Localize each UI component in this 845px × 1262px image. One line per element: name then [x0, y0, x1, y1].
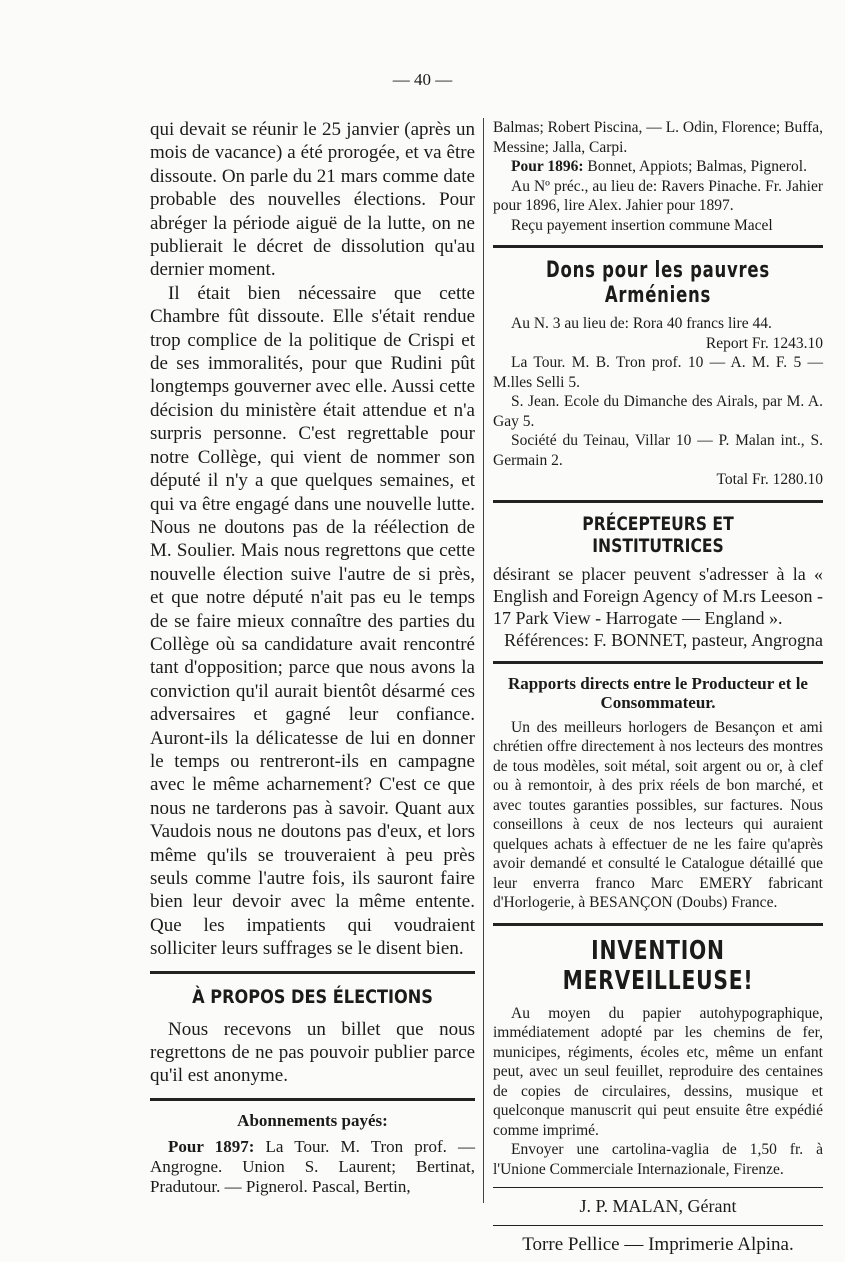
section-divider — [493, 245, 823, 248]
right-column — [493, 118, 823, 1262]
pour-1896-year: Pour 1896: — [511, 158, 584, 175]
column-divider — [483, 118, 484, 1203]
section-divider — [493, 661, 823, 664]
elections-text: Nous recevons un billet que nous regrettons de ne pas pouvoir publier parce qu'il est anonyme. — [150, 1018, 475, 1087]
abonnements-list: La Tour. M. Tron prof. — Angrogne. Union S. Laurent; Bertinat, Pradutour. — Pignerol. Pascal, Bertin, — [150, 1136, 475, 1196]
rapports-text: Un des meilleurs horlogers de Besançon et ami chrétien offre directement à nos lecteurs des montres de tous modèles, soit métal, soit argent ou or, à clef ou à remontoir, à des prix réels de bon marché, et avec toutes garanties possibles, sur factures. Nous conseillons à ceux de nos lecteurs qui auraient quelques achats à effectuer de ne les faire qu'après avoir demandé et consulté le Catalogue détaillé que leur enverra franco Marc EMERY fabricant d'Horlogerie, à BESANÇON (Doubs) France. — [493, 718, 823, 911]
dons-teinau: Société du Teinau, Villar 10 — P. Malan int., S. Germain 2. — [493, 432, 823, 469]
imprimerie-line: Torre Pellice — Imprimerie Alpina. — [522, 1234, 794, 1255]
article-paragraph-2: Il était bien nécessaire que cette Chambre fût dissoute. Elle s'était rendue trop complice de la politique de Crispi et de ses immoralités, pour que Rudini pût longtemps gouverner avec elle. Aussi cette décision du ministère était attendue et n'a surpris personne. C'est regrettable pour notre Collège, qui vient de nommer son député il n'y a que quelques semaines, et qui va être engagé dans une nouvelle lutte. Nous ne doutons pas de la réélection de M. Soulier. Mais nous regrettons que cette nouvelle élection suive l'autre de si près, et que notre député n'ait pas eu le temps de se faire mieux connaître des parties du Collège où sa candidature avait rencontré tant d'opposition; parce que nous avons la conviction qu'il aurait bientôt désarmé ces adversaires et gagné leur confiance. Auront-ils la délicatesse de lui en donner le temps ou rentreront-ils en campagne avec le même acharnement? C'est ce que nous ne tarderons pas à savoir. Quant aux Vaudois nous ne doutons pas d'eux, et lors même qu'ils se trouveraient à peu près seuls comme l'autre fois, ils sauront faire bien leur devoir avec la même entente. Que les impatients qui voudraient solliciter leurs suffrages se le disent bien. — [150, 282, 476, 960]
dons-correction: Au N. 3 au lieu de: Rora 40 francs lire 44. — [511, 315, 772, 332]
abonnements-heading: Abonnements payés: — [237, 1110, 388, 1130]
invention-order: Envoyer une cartolina-vaglia de 1,50 fr. à l'Unione Commerciale Internazionale, Firenze. — [493, 1141, 823, 1178]
section-divider — [493, 923, 823, 926]
footer-divider — [493, 1225, 823, 1226]
invention-text: Au moyen du papier autohypographique, immédiatement adopté par les chemins de fer, municipes, régiments, écoles etc, même un enfant peut, avec un seul feuillet, reproduire des centaines de copies de circulaires, dessins, musique et quelconque manuscrit qui peut ensuite être expédié comme imprimé. — [493, 1004, 823, 1139]
precepteurs-heading: PRÉCEPTEURS ET INSTITUTRICES — [582, 512, 734, 557]
article-paragraph-1: qui devait se réunir le 25 janvier (après un mois de vacance) a été prorogée, et va être dissoute. On parle du 21 mars comme date probable des nouvelles élections. Pour abréger la période aiguë de la lutte, on ne publierait le décret de dissolution qu'au dernier moment. — [150, 119, 475, 281]
insertion-note: Reçu payement insertion commune Macel — [511, 216, 773, 234]
left-column — [150, 118, 475, 1197]
abonnements-text — [150, 1137, 475, 1197]
footer-divider — [493, 1187, 823, 1188]
section-divider — [150, 1098, 475, 1101]
precepteurs-text: désirant se placer peuvent s'adresser à la « English and Foreign Agency of M.rs Leeson - 17 Park View - Harrogate — England ». — [493, 563, 823, 628]
abonnements-year: Pour 1897: — [168, 1136, 255, 1156]
dons-s-jean: S. Jean. Ecole du Dimanche des Airals, par M. A. Gay 5. — [493, 393, 823, 430]
page-number: — 40 — — [392, 70, 453, 89]
abonnements-continued: Balmas; Robert Piscina, — L. Odin, Florence; Buffa, Messine; Jalla, Carpi. — [493, 119, 823, 156]
pour-1896-list: Bonnet, Appiots; Balmas, Pignerol. — [587, 158, 807, 175]
invention-heading: INVENTION MERVEILLEUSE! — [562, 935, 754, 996]
elections-heading: À PROPOS DES ÉLECTIONS — [192, 985, 433, 1008]
section-divider — [493, 500, 823, 503]
section-divider — [150, 971, 475, 974]
precepteurs-reference: Références: F. BONNET, pasteur, Angrogna — [504, 629, 823, 650]
dons-total: Total Fr. 1280.10 — [716, 471, 823, 488]
correction-note: Au Nº préc., au lieu de: Ravers Pinache. Fr. Jahier pour 1896, lire Alex. Jahier pour 1897. — [493, 177, 823, 214]
rapports-heading: Rapports directs entre le Producteur et le Consommateur. — [508, 673, 808, 712]
dons-report: Report Fr. 1243.10 — [705, 334, 823, 352]
dons-la-tour: La Tour. M. B. Tron prof. 10 — A. M. F. 5 — M.lles Selli 5. — [493, 354, 823, 391]
gerant-line: J. P. MALAN, Gérant — [579, 1196, 737, 1216]
pour-1896 — [493, 157, 823, 177]
dons-heading: Dons pour les pauvres Arméniens — [546, 258, 770, 308]
